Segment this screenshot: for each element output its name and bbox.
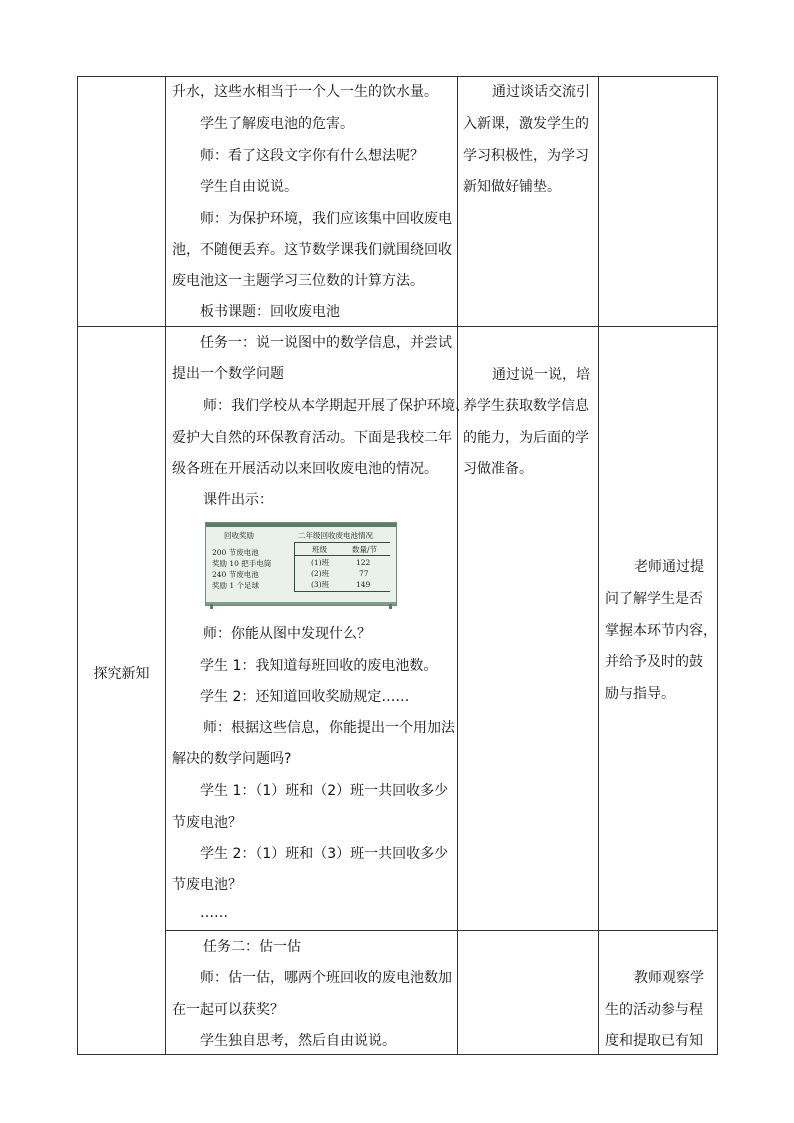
board-leg	[389, 604, 392, 609]
intent-text: 习做准备。	[463, 461, 533, 477]
process-text: 节废电池？	[172, 877, 242, 893]
process-text: 学生 2：还知道回收奖励规定……	[200, 689, 410, 705]
process-text: 爱护大自然的环保教育活动。下面是我校二年	[172, 430, 452, 446]
board-reward-item: 240 节废电池	[212, 570, 259, 579]
table-border-right	[717, 76, 718, 1054]
column-divider-2	[457, 76, 458, 1054]
process-text: 提出一个数学问题	[172, 366, 284, 382]
process-text: 池，不随便丢弃。这节数学课我们就围绕回收	[172, 242, 452, 258]
board-class-cell: (1)班	[311, 558, 330, 567]
intent-text: 通过谈话交流引	[492, 84, 590, 100]
process-text: 学生自由说说。	[200, 179, 298, 195]
phase-label: 探究新知	[93, 666, 150, 682]
process-text: 学生 1：（1）班和（2）班一共回收多少	[200, 783, 449, 799]
board-class-cell: (3)班	[311, 580, 330, 589]
process-text: 废电池这一主题学习三位数的计算方法。	[172, 273, 424, 289]
board-leg	[210, 604, 213, 609]
board-count-cell: 122	[356, 558, 371, 567]
board-count-cell: 149	[356, 580, 371, 589]
process-text: 级各班在开展活动以来回收废电池的情况。	[172, 461, 438, 477]
process-text: 解决的数学问题吗?	[172, 751, 292, 767]
process-text: 师：为保护环境，我们应该集中回收废电	[200, 211, 452, 227]
board-table-header-rule	[294, 555, 390, 556]
process-text: ……	[200, 905, 228, 921]
process-text: 节废电池？	[172, 815, 242, 831]
board-table-top-rule	[294, 542, 390, 543]
column-divider-1	[165, 76, 166, 1054]
process-text: 师：我们学校从本学期起开展了保护环境、	[203, 398, 469, 414]
assessment-text: 掌握本环节内容，	[605, 623, 717, 639]
intent-text: 新知做好铺垫。	[463, 179, 561, 195]
process-text: 学生 1：我知道每班回收的废电池数。	[200, 658, 438, 674]
intent-text: 通过说一说，培	[492, 367, 590, 383]
process-text: 师：看了这段文字你有什么想法呢？	[200, 148, 424, 164]
process-text: 学生 2：（1）班和（3）班一共回收多少	[200, 846, 449, 862]
board-rewards-title: 回收奖励	[224, 531, 254, 540]
intent-text: 学习积极性，为学习	[463, 148, 589, 164]
board-reward-item: 奖励 1 个足球	[212, 581, 260, 590]
assessment-text: 老师通过提	[634, 559, 704, 575]
process-text: 师：根据这些信息，你能提出一个用加法	[203, 720, 455, 736]
process-text: 师：估一估，哪两个班回收的废电池数加	[200, 970, 452, 986]
intent-text: 入新课，激发学生的	[463, 116, 589, 132]
process-text: 任务一：说一说图中的数学信息，并尝试	[200, 335, 452, 351]
assessment-text: 度和提取已有知	[605, 1033, 703, 1049]
process-text: 任务二：估一估	[203, 939, 301, 955]
assessment-text: 教师观察学	[634, 970, 704, 986]
table-border-left	[77, 76, 78, 1054]
assessment-text: 励与指导。	[605, 686, 675, 702]
board-class-cell: (2)班	[311, 569, 330, 578]
board-count-cell: 77	[359, 569, 369, 578]
recycling-board-image	[205, 522, 397, 606]
board-reward-item: 奖励 10 把手电筒	[212, 559, 272, 568]
board-reward-item: 200 节废电池	[212, 548, 259, 557]
board-col-count: 数量/节	[352, 545, 378, 554]
board-frame-top	[206, 523, 396, 527]
process-text: 师：你能从图中发现什么？	[203, 626, 371, 642]
intent-text: 的能力，为后面的学	[463, 430, 589, 446]
process-text: 学生了解废电池的危害。	[200, 116, 354, 132]
board-col-class: 班级	[312, 545, 327, 554]
process-text: 课件出示：	[203, 492, 273, 508]
process-text: 升水，这些水相当于一个人一生的饮水量。	[172, 84, 438, 100]
process-text: 板书课题：回收废电池	[200, 304, 340, 320]
assessment-text: 生的活动参与程	[605, 1002, 703, 1018]
process-text: 在一起可以获奖？	[172, 1002, 284, 1018]
board-table-left-rule	[294, 542, 295, 592]
intent-text: 养学生获取数学信息	[463, 398, 589, 414]
board-table-bottom-rule	[294, 591, 390, 592]
process-text: 学生独自思考，然后自由说说。	[200, 1033, 396, 1049]
row-divider-2	[165, 930, 718, 931]
assessment-text: 并给予及时的鼓	[605, 654, 703, 670]
column-divider-3	[598, 76, 599, 1054]
table-border-top	[77, 76, 718, 77]
board-frame-bottom	[206, 602, 396, 605]
assessment-text: 问了解学生是否	[605, 591, 703, 607]
table-border-bottom	[77, 1054, 718, 1055]
row-divider-1	[77, 326, 718, 327]
board-stats-title: 二年级回收废电池情况	[298, 531, 373, 540]
